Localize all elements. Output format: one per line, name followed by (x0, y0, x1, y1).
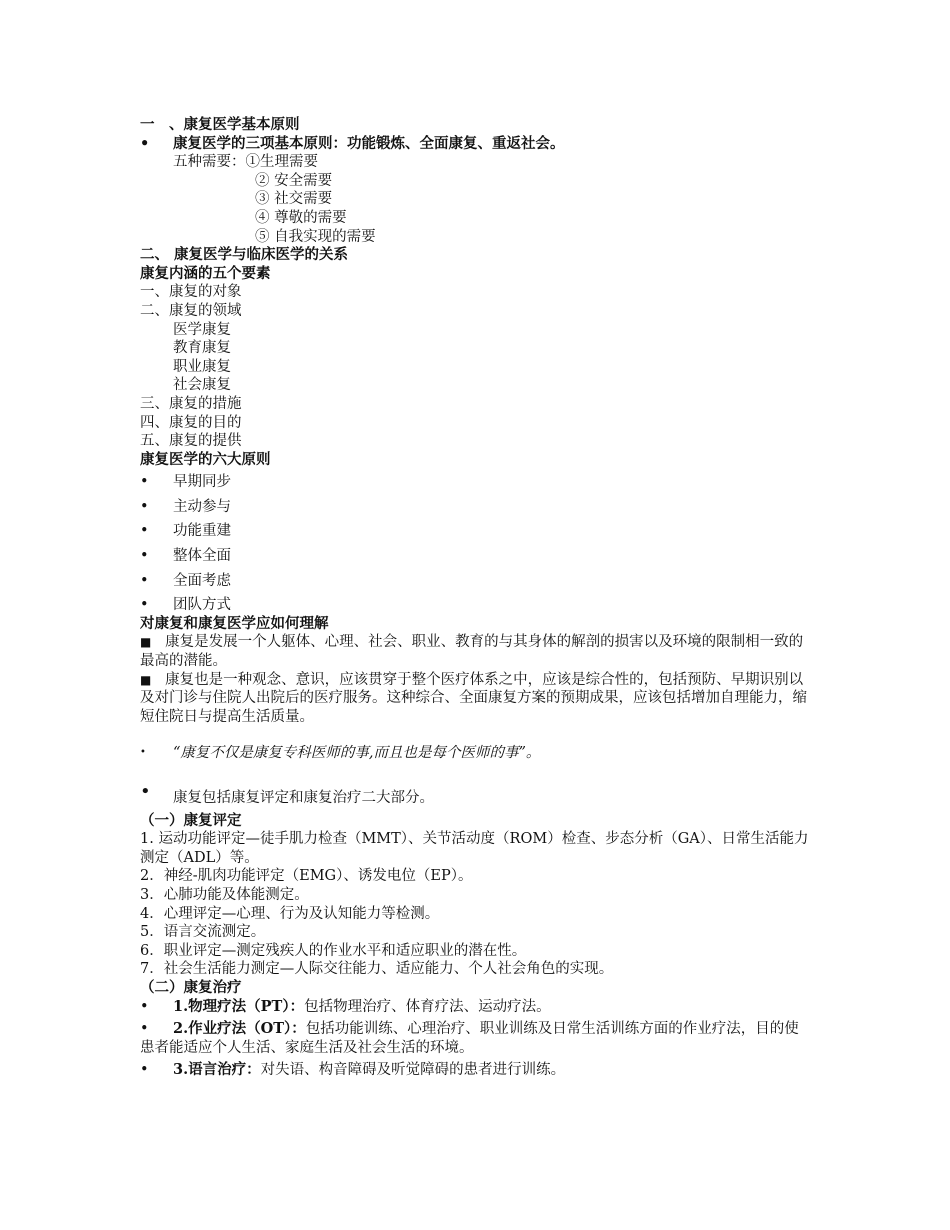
principle-item (140, 498, 812, 517)
principle-label: 整体全面 (173, 548, 231, 565)
principle-label: 功能重建 (173, 523, 231, 540)
need-item: ④ 尊敬的需要 (255, 209, 347, 226)
bullet-icon: • (140, 1062, 149, 1079)
therapy-item-ot (140, 1020, 812, 1057)
principle-item (140, 522, 812, 541)
domain-item: 职业康复 (173, 358, 231, 375)
section-2-heading: 二、 康复医学与临床医学的关系 (140, 246, 349, 264)
need-item: ⑤ 自我实现的需要 (255, 228, 376, 245)
bullet-icon: • (140, 134, 150, 152)
quote-text: “康复不仅是康复专科医师的事,而且也是每个医师的事”。 (173, 745, 541, 762)
principle-label: 主动参与 (173, 498, 231, 515)
bullet-icon: • (140, 548, 149, 565)
bullet-icon: • (140, 597, 149, 614)
principle-item (140, 547, 812, 566)
paragraph-text: 康复是发展一个人躯体、心理、社会、职业、教育的与其身体的解剖的损害以及环境的限制相一致的最高的潜能。 (140, 634, 804, 670)
understanding-paragraph-2 (140, 671, 812, 727)
therapy-item-st (140, 1061, 812, 1080)
element-item: 四、康复的目的 (140, 414, 242, 431)
six-principles-title: 康复医学的六大原则 (140, 450, 271, 468)
five-elements-title: 康复内涵的五个要素 (140, 264, 271, 282)
quote-line (140, 744, 812, 763)
needs-line-1 (140, 153, 812, 172)
therapy-item-pt (140, 998, 812, 1017)
bullet-icon: • (140, 781, 151, 802)
bullet-icon: • (140, 523, 149, 540)
assessment-item: 4．心理评定—心理、行为及认知能力等检测。 (140, 905, 440, 922)
principle-item (140, 572, 812, 591)
assessment-item: 3．心肺功能及体能测定。 (140, 886, 309, 903)
bullet-icon: • (140, 1021, 149, 1038)
bullet-icon: • (140, 474, 149, 491)
square-bullet-icon: ■ (140, 635, 152, 650)
bullet-icon: • (140, 572, 149, 589)
st-label: 3.语言治疗： (173, 1061, 261, 1079)
assessment-item: 1. 运动功能评定—徒手肌力检查（MMT）、关节活动度（ROM）检查、步态分析（GA）、日常生活能力测定（ADL）等。 (140, 831, 809, 866)
bullet-icon: • (140, 998, 149, 1015)
domain-item: 医学康复 (173, 321, 231, 338)
bullet-icon: • (140, 747, 146, 759)
domain-item: 教育康复 (173, 340, 231, 357)
understanding-paragraph-1 (140, 633, 812, 670)
st-text: 对失语、构音障碍及听觉障碍的患者进行训练。 (260, 1062, 566, 1079)
paragraph-text: 康复也是一种观念、意识，应该贯穿于整个医疗体系之中，应该是综合性的，包括预防、早期识别以及对门诊与住院人出院后的医疗服务。这种综合、全面康复方案的预期成果，应该包括增加自理能力，缩短住院日与提高生活质量。 (140, 671, 807, 725)
needs-prefix: 五种需要： (173, 154, 246, 171)
therapy-title: （二）康复治疗 (140, 978, 242, 996)
section-1-heading: 一 、康复医学基本原则 (140, 116, 300, 133)
three-principles-text: 康复医学的三项基本原则：功能锻炼、全面康复、重返社会。 (173, 134, 565, 152)
understanding-title: 对康复和康复医学应如何理解 (140, 614, 329, 632)
ot-text: 包括功能训练、心理治疗、职业训练及日常生活训练方面的作业疗法，目的使患者能适应个人生活、家庭生活及社会生活的环境。 (140, 1021, 799, 1056)
element-item: 五、康复的提供 (140, 433, 242, 450)
parts-line (140, 781, 812, 808)
parts-text: 康复包括康复评定和康复治疗二大部分。 (173, 790, 434, 806)
need-item: ①生理需要 (245, 154, 318, 171)
assessment-item: 2．神经-肌肉功能评定（EMG）、诱发电位（EP）。 (140, 868, 473, 885)
principle-label: 全面考虑 (173, 572, 231, 589)
need-item: ② 安全需要 (255, 172, 333, 189)
square-bullet-icon: ■ (140, 672, 152, 687)
ot-label: 2.作业疗法（OT）： (173, 1020, 306, 1038)
pt-label: 1.物理疗法（PT）： (173, 997, 305, 1015)
principle-label: 团队方式 (173, 597, 231, 614)
pt-text: 包括物理治疗、体育疗法、运动疗法。 (304, 998, 551, 1015)
assessment-item: 5．语言交流测定。 (140, 924, 266, 941)
element-item: 三、康复的措施 (140, 395, 242, 412)
assessment-title: （一）康复评定 (140, 811, 242, 829)
principles-bullet (140, 135, 812, 154)
assessment-item: 6．职业评定—测定残疾人的作业水平和适应职业的潜在性。 (140, 942, 527, 959)
domain-item: 社会康复 (173, 377, 231, 394)
assessment-item: 7．社会生活能力测定—人际交往能力、适应能力、个人社会角色的实现。 (140, 961, 614, 978)
need-item: ③ 社交需要 (255, 191, 333, 208)
bullet-icon: • (140, 498, 149, 515)
principle-item (140, 473, 812, 492)
principle-item (140, 596, 812, 615)
document-page (140, 116, 812, 1080)
element-item: 一、康复的对象 (140, 284, 242, 301)
principle-label: 早期同步 (173, 474, 231, 491)
element-item: 二、康复的领域 (140, 302, 242, 319)
